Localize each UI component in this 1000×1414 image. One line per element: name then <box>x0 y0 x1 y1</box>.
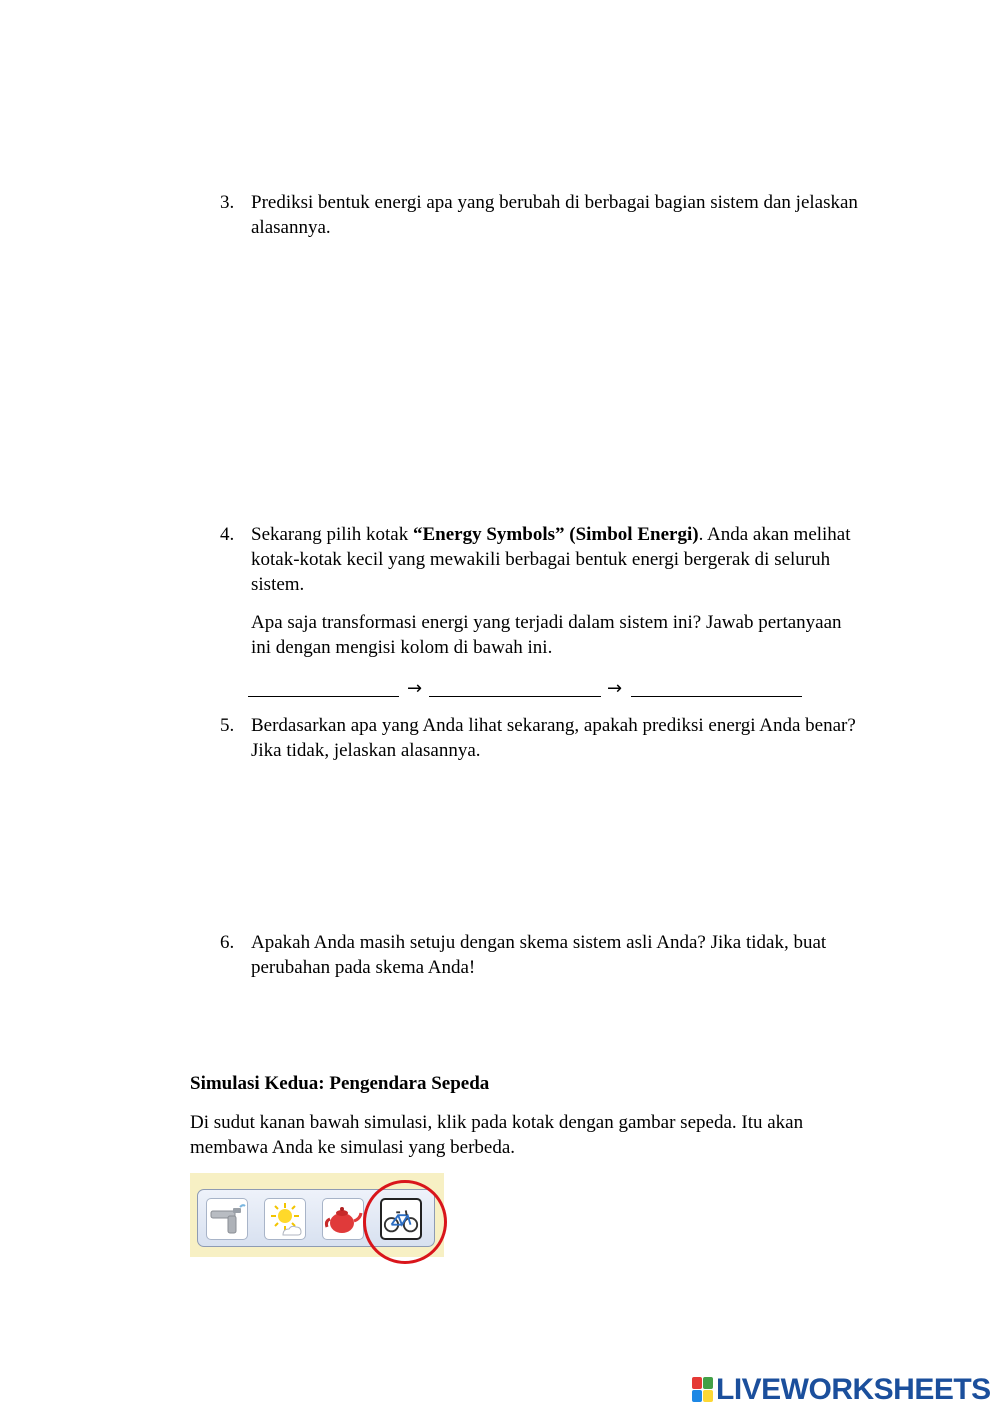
question-text: Berdasarkan apa yang Anda lihat sekarang, apakah prediksi energi Anda benar? Jika tidak, jelaskan alasannya. <box>251 715 856 761</box>
teapot-icon[interactable] <box>322 1198 364 1240</box>
question-text-part: Sekarang pilih kotak <box>251 524 413 545</box>
arrow-right-icon: → <box>407 678 423 699</box>
energy-symbols-term: “Energy Symbols” (Simbol Energi) <box>413 524 699 545</box>
question-text <box>251 522 861 597</box>
answer-blank-2[interactable] <box>429 696 601 697</box>
question-text-part: . Anda akan melihat kotak-kotak kecil yang mewakili berbagai bentuk energi bergerak di seluruh sistem. <box>251 524 851 595</box>
question-text: Apakah Anda masih setuju dengan skema sistem asli Anda? Jika tidak, buat perubahan pada skema Anda! <box>251 932 827 978</box>
energy-transformation-answer-row <box>248 676 808 702</box>
section-title: Simulasi Kedua: Pengendara Sepeda <box>190 1073 490 1094</box>
question-number: 3. <box>220 192 235 213</box>
liveworksheets-logo <box>692 1374 992 1408</box>
question-number: 6. <box>220 932 235 953</box>
highlight-circle <box>363 1180 447 1264</box>
question-number: 4. <box>220 524 235 545</box>
faucet-icon[interactable] <box>206 1198 248 1240</box>
question-instruction: Apa saja transformasi energi yang terjadi dalam sistem ini? Jawab pertanyaan ini dengan mengisi kolom di bawah ini. <box>251 612 842 658</box>
section-intro: Di sudut kanan bawah simulasi, klik pada kotak dengan gambar sepeda. Itu akan membawa Anda ke simulasi yang berbeda. <box>190 1112 804 1158</box>
logo-mark-icon <box>692 1377 714 1403</box>
answer-blank-3[interactable] <box>631 696 802 697</box>
question-text: Prediksi bentuk energi apa yang berubah di berbagai bagian sistem dan jelaskan alasannya. <box>251 192 858 238</box>
sun-icon[interactable] <box>264 1198 306 1240</box>
logo-text: LIVEWORKSHEETS <box>716 1373 991 1406</box>
answer-blank-1[interactable] <box>248 696 399 697</box>
question-number: 5. <box>220 715 235 736</box>
arrow-right-icon: → <box>607 678 623 699</box>
